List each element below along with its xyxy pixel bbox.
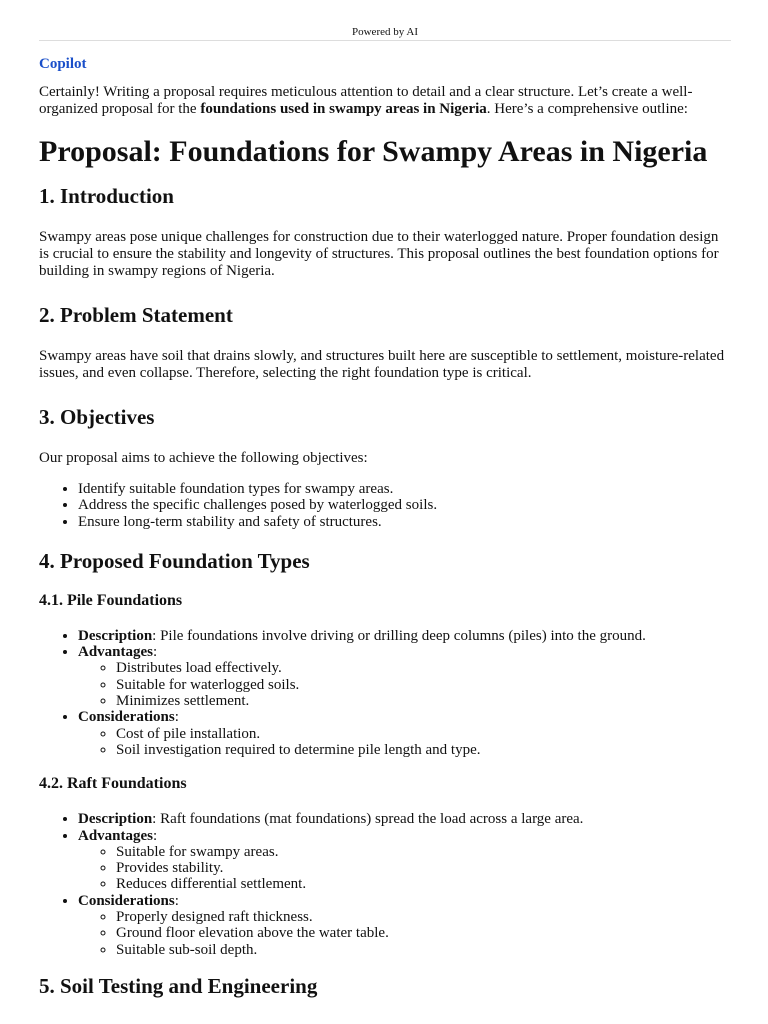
section-foundations-heading: 4. Proposed Foundation Types	[39, 548, 310, 573]
intro-paragraph	[39, 84, 731, 118]
powered-by-label: Powered by AI	[352, 26, 418, 38]
description-label: Description	[78, 627, 153, 644]
label-colon: :	[153, 827, 158, 844]
pile-considerations-list	[78, 726, 731, 759]
section-problem-body: Swampy areas have soil that drains slowly, and structures built here are susceptible to settlement, moisture-related issues, and even collapse. Therefore, selecting the right foundation type is critical.	[39, 348, 725, 381]
document-page	[39, 0, 731, 998]
section-introduction-body: Swampy areas pose unique challenges for construction due to their waterlogged nature. Proper foundation design is crucial to ensure the stability and longevity of structures. This proposal outlines the best foundation options for building in swampy regions of Nigeria.	[39, 229, 719, 279]
raft-considerations-list	[78, 909, 731, 958]
list-item	[78, 828, 731, 893]
raft-advantages-list	[78, 844, 731, 893]
advantages-label: Advantages	[78, 827, 154, 844]
list-item: ◦ Provides stability.	[116, 860, 731, 876]
list-item: ◦ Cost of pile installation.	[116, 726, 731, 742]
pile-advantages-list	[78, 660, 731, 709]
label-colon: :	[174, 709, 179, 726]
objectives-list	[39, 481, 731, 530]
page-title: Proposal: Foundations for Swampy Areas in Nigeria	[39, 135, 708, 168]
list-item: ◦ Ground floor elevation above the water table.	[116, 925, 731, 941]
section-problem-heading: 2. Problem Statement	[39, 303, 233, 327]
list-item	[78, 644, 731, 709]
list-item: ◦ Reduces differential settlement.	[116, 876, 731, 892]
list-item: ◦ Soil investigation required to determine pile length and type.	[116, 742, 731, 758]
assistant-name: Copilot	[39, 56, 87, 72]
section-soil-heading: 5. Soil Testing and Engineering	[39, 973, 318, 998]
intro-tail: . Here’s a comprehensive outline:	[486, 101, 688, 117]
considerations-label: Considerations	[78, 892, 175, 909]
label-colon: :	[153, 644, 158, 661]
intro-lead: Certainly! Writing a proposal requires meticulous attention to detail and a clear structure. Let’s create a well-organized proposal for the	[39, 84, 693, 117]
list-item	[78, 811, 731, 827]
list-item: ◦ Suitable for waterlogged soils.	[116, 677, 731, 693]
list-item	[78, 628, 731, 644]
list-item: ◦ Distributes load effectively.	[116, 660, 731, 676]
description-label: Description	[78, 811, 153, 828]
description-text: : Raft foundations (mat foundations) spread the load across a large area.	[152, 811, 584, 828]
list-item: • Ensure long-term stability and safety of structures.	[78, 514, 731, 530]
subsection-pile-heading: 4.1. Pile Foundations	[39, 591, 183, 609]
raft-list	[39, 811, 731, 958]
pile-list	[39, 628, 731, 758]
list-item	[78, 709, 731, 758]
description-text: : Pile foundations involve driving or drilling deep columns (piles) into the ground.	[152, 627, 646, 644]
section-introduction-heading: 1. Introduction	[39, 184, 174, 208]
list-item: • Address the specific challenges posed by waterlogged soils.	[78, 497, 731, 513]
label-colon: :	[174, 892, 179, 909]
advantages-label: Advantages	[78, 644, 154, 661]
intro-bold: foundations used in swampy areas in Nigeria	[200, 101, 487, 117]
list-item: • Identify suitable foundation types for swampy areas.	[78, 481, 731, 497]
list-item: ◦ Minimizes settlement.	[116, 693, 731, 709]
considerations-label: Considerations	[78, 709, 175, 726]
list-item	[78, 893, 731, 958]
section-objectives-body: Our proposal aims to achieve the following objectives:	[39, 450, 368, 466]
subsection-raft-heading: 4.2. Raft Foundations	[39, 775, 187, 793]
list-item: ◦ Properly designed raft thickness.	[116, 909, 731, 925]
section-objectives-heading: 3. Objectives	[39, 405, 155, 429]
list-item: ◦ Suitable for swampy areas.	[116, 844, 731, 860]
list-item: ◦ Suitable sub-soil depth.	[116, 942, 731, 958]
header-divider	[39, 40, 731, 41]
